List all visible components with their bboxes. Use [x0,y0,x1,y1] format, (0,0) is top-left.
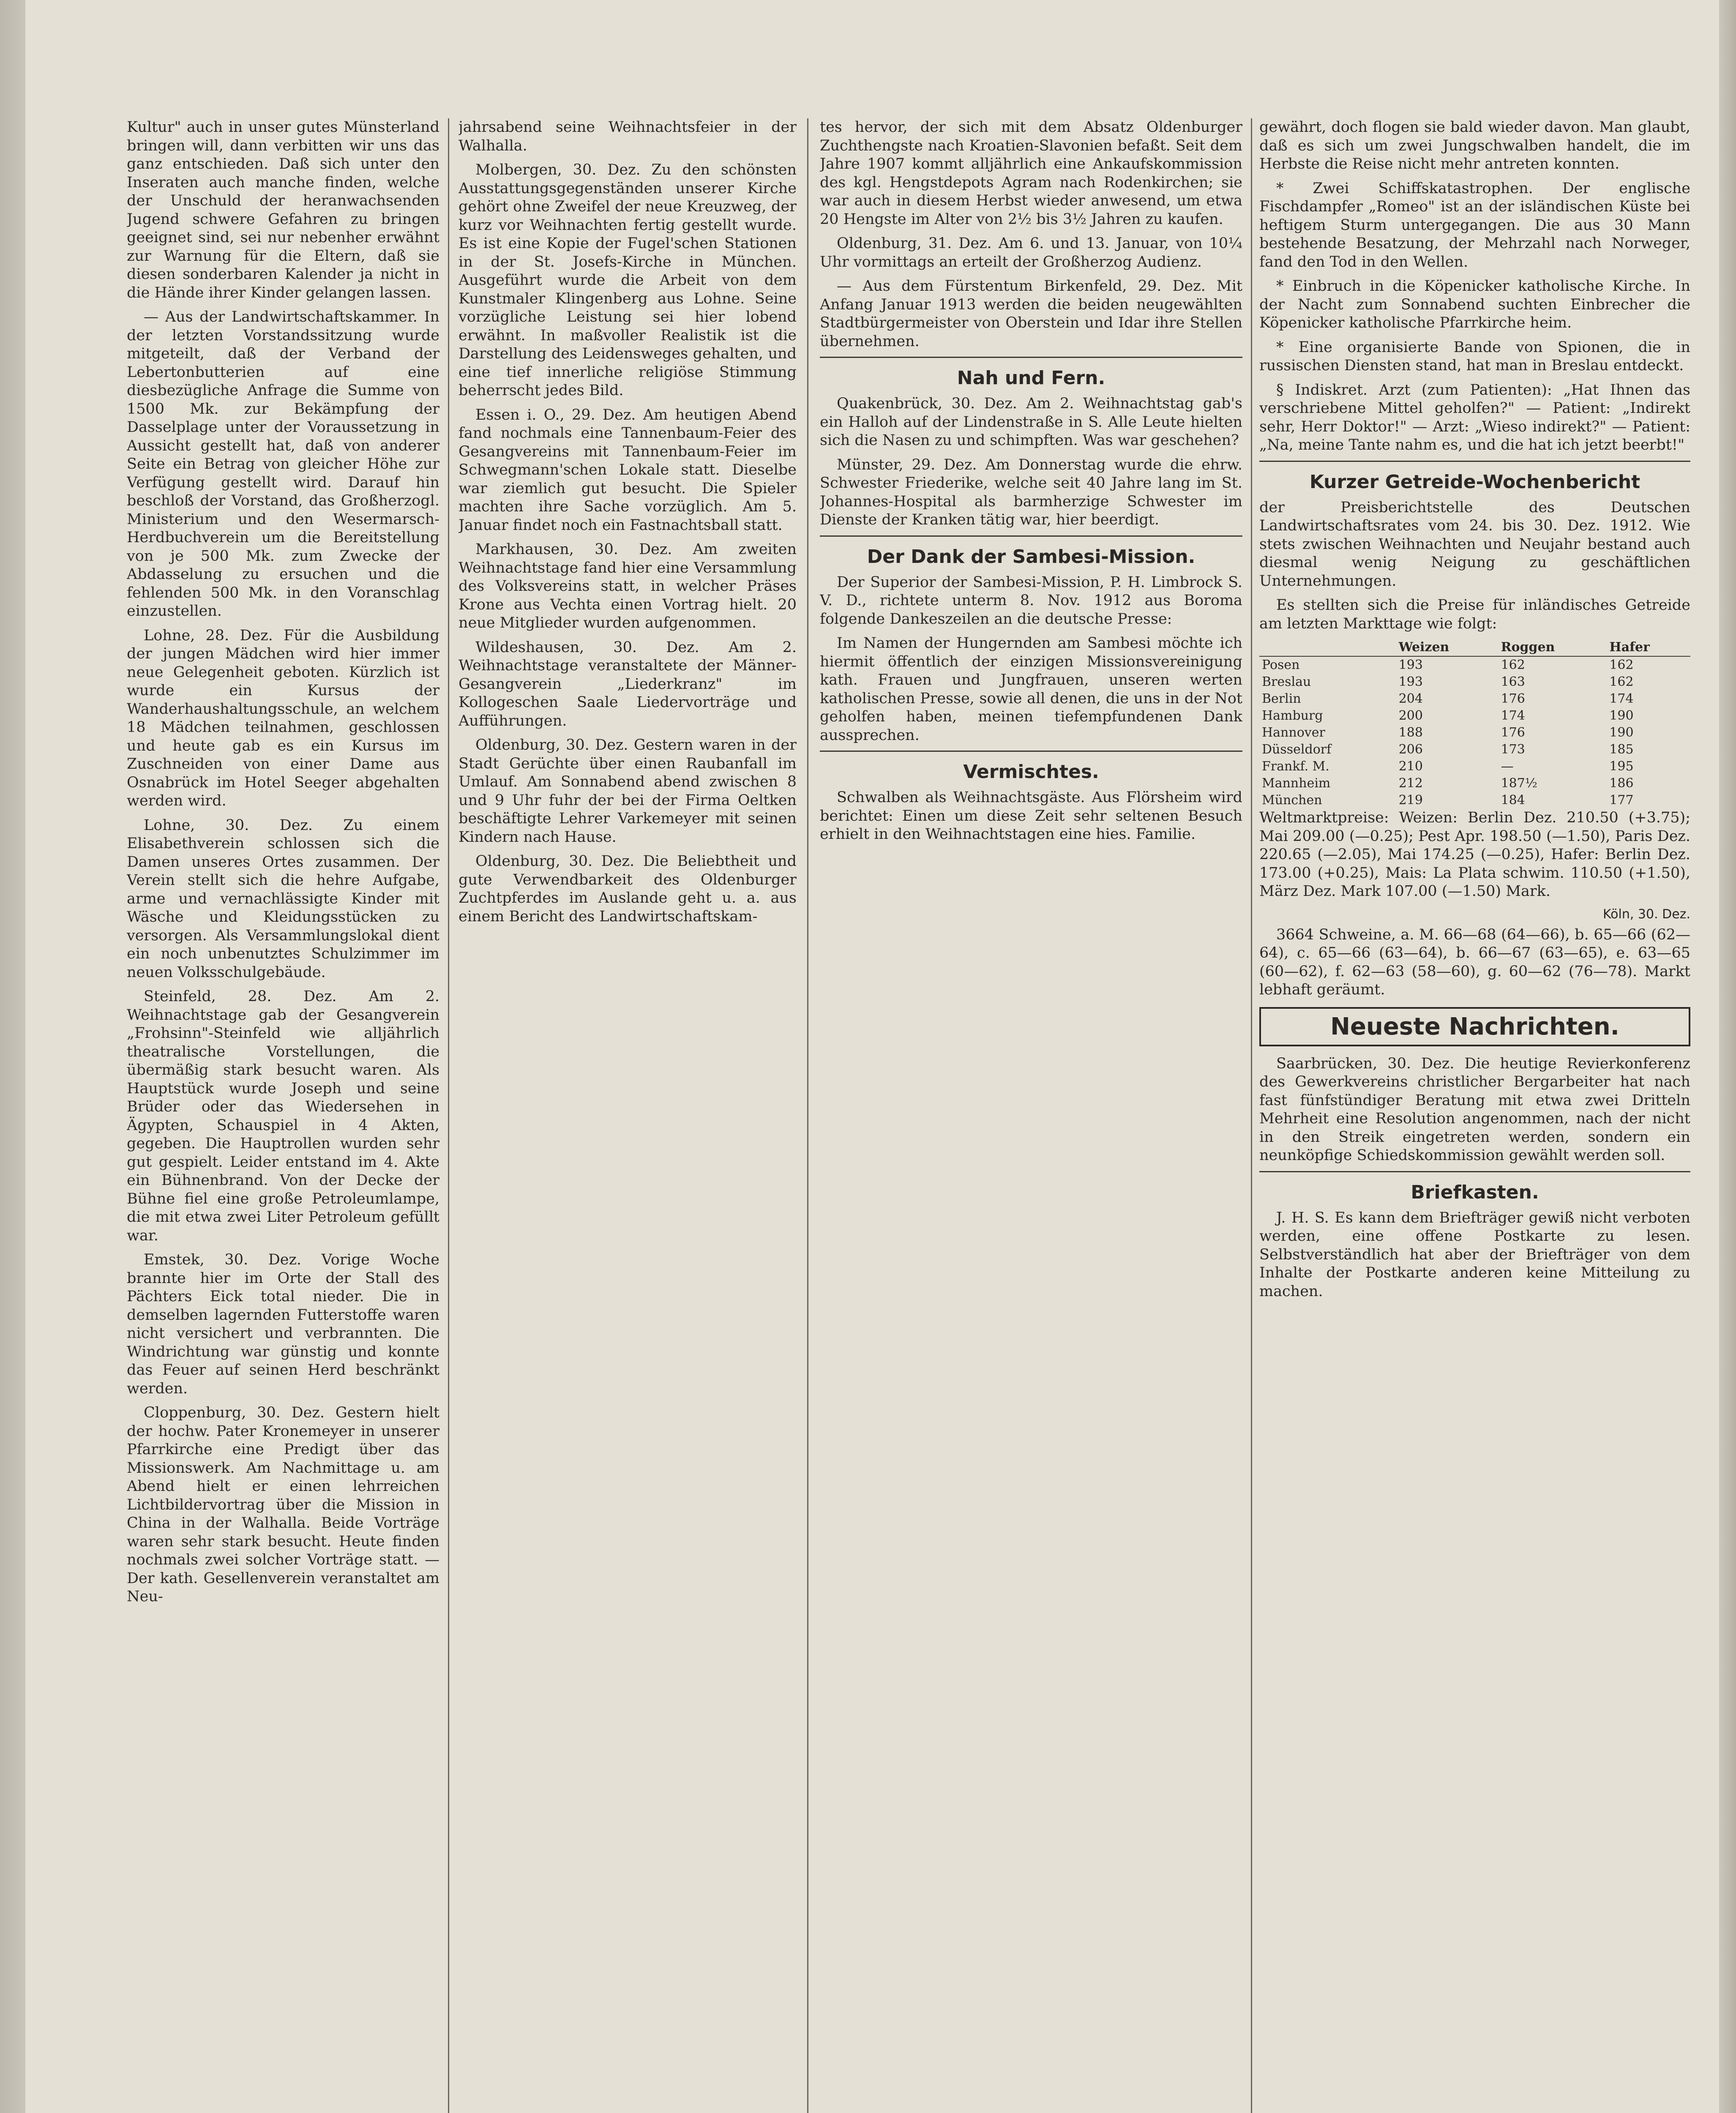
column-1 [127,118,439,2113]
article-text: tes hervor, der sich mit dem Absatz Oldenburger Zuchthengste nach Kroatien-Slavonien befaßt. Seit dem Jahre 1907 kommt alljährlich eine Ankaufskommission des kgl. Hengstdepots Agram nach Rodenkirchen; sie war auch in diesem Herbst wieder anwesend, um etwa 20 Hengste im Alter von 2½ bis 3½ Jahren zu kaufen. [820,119,1242,228]
article-text: Lohne, 30. Dez. Zu einem Elisabethverein schlossen sich die Damen unseres Ortes zusammen. Der Verein stellt sich die hehre Aufgabe, arme und vernachlässigte Kinder mit Wäsche und Kleidungsstücken zu versorgen. Als Versammlungslokal dient ein noch unbenutztes Schulzimmer im neuen Volksschulgebäude. [127,816,439,981]
table-cell: 195 [1609,759,1634,774]
table-cell: Mannheim [1262,776,1331,791]
column-rule [1251,118,1252,2113]
table-cell: 177 [1609,793,1634,808]
article-text: Essen i. O., 29. Dez. Am heutigen Abend fand nochmals eine Tannenbaum-Feier des Gesangvereins mit Tannenbaum-Feier im Schwegmann'schen Lokale statt. Dieselbe war ziemlich gut besucht. Die Spieler machten ihre Sache vorzüglich. Am 5. Januar findet noch ein Fastnachtsball statt. [459,406,797,534]
table-cell: 188 [1398,725,1423,740]
koeln-text: 3664 Schweine, a. M. 66—68 (64—66), b. 65—66 (62—64), c. 65—66 (63—64), b. 66—67 (63—65), e. 63—65 (60—62), f. 62—63 (58—60), g. 60—62 (76—78). Markt lebhaft geräumt. [1259,926,1690,998]
koeln-date: Köln, 30. Dez. [1602,906,1690,922]
table-cell: 185 [1609,742,1634,757]
section-heading-briefkasten: Briefkasten. [1411,1181,1539,1203]
table-cell: 176 [1501,691,1525,706]
divider [1259,461,1690,462]
article-text: § Indiskret. Arzt (zum Patienten): „Hat Ihnen das verschriebene Mittel geholfen?" — Patient: „Indirekt sehr, Herr Doktor!" — Arzt: „Wieso indirekt?" — Patient: „Na, meine Tante nahm es, und die hat ich jetzt beerbt!" [1259,381,1690,453]
article-text: Steinfeld, 28. Dez. Am 2. Weihnachtstage gab der Gesangverein „Frohsinn"-Steinfeld wie alljährlich theatralische Vorstellungen, die übermäßig stark besucht waren. Als Hauptstück wurde Joseph und seine Brüder oder das Wiedersehen in Ägypten, Schauspiel in 4 Akten, gegeben. Die Hauptrollen wurden sehr gut gespielt. Leider entstand im 4. Akte ein Bühnenbrand. Von der Decke der Bühne fiel eine große Petroleumlampe, die mit etwa zwei Liter Petroleum gefüllt war. [127,988,439,1244]
table-cell: 206 [1398,742,1423,757]
table-row [1259,691,1690,707]
page-edge-right [1719,0,1736,2113]
article-text: * Einbruch in die Köpenicker katholische Kirche. In der Nacht zum Sonnabend suchten Einbrecher die Köpenicker katholische Pfarrkirche heim. [1259,278,1690,331]
table-header-row [1259,639,1690,656]
article-text: Quakenbrück, 30. Dez. Am 2. Weihnachtstag gab's ein Halloh auf der Lindenstraße in S. Alle Leute hielten sich die Nasen zu und schimpften. Was war geschehen? [820,395,1242,449]
grain-caption: Es stellten sich die Preise für inländisches Getreide am letzten Markttage wie folgt: [1259,597,1690,632]
article-text: Saarbrücken, 30. Dez. Die heutige Revierkonferenz des Gewerkvereins christlicher Bergarbeiter hat nach fast fünfstündiger Beratung mit etwa zwei Dritteln Mehrheit eine Resolution angenommen, nach der nicht in den Streik eingetreten werden, sondern ein neunköpfige Schiedskommission gewählt werden soll. [1259,1055,1690,1164]
table-cell: 190 [1609,725,1634,740]
section-heading-neueste: Neueste Nachrichten. [1259,1007,1690,1046]
article-text: Lohne, 28. Dez. Für die Ausbildung der jungen Mädchen wird hier immer neue Gelegenheit geboten. Kürzlich ist wurde ein Kursus der Wanderhaushaltungsschule, an welchem 18 Mädchen teilnahmen, geschlossen und heute gab es ein Kursus im Zuschneiden von einer Dame aus Osnabrück im Hotel Seeger abgehalten werden wird. [127,627,439,809]
table-cell: Hamburg [1262,708,1323,723]
table-cell: 162 [1609,658,1634,672]
table-row [1259,775,1690,792]
table-header: Hafer [1607,639,1690,656]
column-rule [448,118,449,2113]
article-text: Oldenburg, 30. Dez. Die Beliebtheit und gute Verwendbarkeit des Oldenburger Zuchtpferdes im Auslande geht u. a. aus einem Bericht des Landwirtschaftskam- [459,853,797,925]
divider [1259,1171,1690,1172]
table-cell: 173 [1501,742,1525,757]
table-cell: 212 [1398,776,1423,791]
article-text: Oldenburg, 31. Dez. Am 6. und 13. Januar, von 10¼ Uhr vormittags an erteilt der Großherzog Audienz. [820,235,1242,270]
article-text: gewährt, doch flogen sie bald wieder davon. Man glaubt, daß es sich um zwei Jungschwalben handelt, die im Herbste die Reise nicht mehr antreten konnten. [1259,119,1690,172]
table-cell: Berlin [1262,691,1301,706]
table-row [1259,741,1690,758]
article-text: Schwalben als Weihnachtsgäste. Aus Flörsheim wird berichtet: Einen um diese Zeit sehr seltenen Besuch erhielt in den Weihnachtstagen eine hies. Familie. [820,789,1242,843]
table-cell: München [1262,793,1322,808]
article-text: der Preisberichtstelle des Deutschen Landwirtschaftsrates vom 24. bis 30. Dez. 1912. Wie stets zwischen Weihnachten und Neujahr bestand auch diesmal wenig Neigung zu geschäftlichen Unternehmungen. [1259,499,1690,590]
table-header: Roggen [1499,639,1607,656]
article-text: Der Superior der Sambesi-Mission, P. H. Limbrock S. V. D., richtete unterm 8. Nov. 1912 aus Boroma folgende Dankeszeilen an die deutsche Presse: [820,573,1242,628]
table-row [1259,707,1690,724]
table-cell: 174 [1609,691,1634,706]
article-text: Molbergen, 30. Dez. Zu den schönsten Ausstattungsgegenständen unserer Kirche gehört ohne Zweifel der neue Kreuzweg, der kurz vor Weihnachten fertig gestellt wurde. Es ist eine Kopie der Fugel'schen Stationen in der St. Josefs-Kirche in München. Ausgeführt wurde die Arbeit von dem Kunstmaler Klingenberg aus Lohne. Seine vorzügliche Leistung sei hier lobend erwähnt. In maßvoller Realistik ist die Darstellung des Leidensweges gehalten, und eine tief innerliche religiöse Stimmung beherrscht jedes Bild. [459,161,797,399]
article-text: * Eine organisierte Bande von Spionen, die in russischen Diensten stand, hat man in Breslau entdeckt. [1259,339,1690,374]
divider [820,751,1242,752]
table-cell: 210 [1398,759,1423,774]
table-cell: 200 [1398,708,1423,723]
table-cell: 163 [1501,674,1525,689]
article-text: Cloppenburg, 30. Dez. Gestern hielt der hochw. Pater Kronemeyer in unserer Pfarrkirche eine Predigt über das Missionswerk. Am Nachmittage u. am Abend hielt er einen lehrreichen Lichtbildervortrag über die Mission in China in der Walhalla. Beide Vorträge waren sehr stark besucht. Heute finden nochmals zwei solcher Vorträge statt. — Der kath. Gesellenverein veranstaltet am Neu- [127,1404,439,1605]
table-cell: Posen [1262,658,1300,672]
article-text: * Zwei Schiffskatastrophen. Der englische Fischdampfer „Romeo" ist an der isländischen Küste bei heftigem Sturm untergegangen. Die aus 30 Mann bestehende Besatzung, der Mehrzahl nach Norweger, fand den Tod in den Wellen. [1259,180,1690,270]
article-text: — Aus dem Fürstentum Birkenfeld, 29. Dez. Mit Anfang Januar 1913 werden die beiden neugewählten Stadtbürgermeister von Oberstein und Idar ihre Stellen übernehmen. [820,278,1242,350]
article-text: Oldenburg, 30. Dez. Gestern waren in der Stadt Gerüchte über einen Raubanfall im Umlauf. Am Sonnabend abend zwischen 8 und 9 Uhr fuhr der bei der Firma Oeltken beschäftigte Lehrer Varkemeyer mit seinen Kindern nach Hause. [459,737,797,846]
table-row [1259,724,1690,741]
article-text: jahrsabend seine Weihnachtsfeier in der Walhalla. [459,119,797,154]
article-text: J. H. S. Es kann dem Briefträger gewiß nicht verboten werden, eine offene Postkarte zu lesen. Selbstverständlich hat aber der Briefträger von dem Inhalte der Postkarte anderen keine Mitteilung zu machen. [1259,1209,1690,1300]
table-cell: 193 [1398,674,1423,689]
divider [820,535,1242,537]
table-row [1259,674,1690,691]
article-text: Markhausen, 30. Dez. Am zweiten Weihnachtstage fand hier eine Versammlung des Volksvereins statt, in welcher Präses Krone aus Vechta einen Vortrag hielt. 20 neue Mitglieder wurden aufgenommen. [459,541,797,631]
table-cell: 190 [1609,708,1634,723]
table-cell: 162 [1609,674,1634,689]
table-header [1259,639,1396,656]
table-cell: 186 [1609,776,1634,791]
article-text: Emstek, 30. Dez. Vorige Woche brannte hier im Orte der Stall des Pächters Eick total nieder. Die in demselben lagernden Futterstoffe waren nicht versichert und verbrannten. Die Windrichtung war günstig und konnte das Feuer auf seinen Herd beschränkt werden. [127,1251,439,1397]
section-heading-nah-fern: Nah und Fern. [957,367,1105,389]
divider [820,357,1242,358]
table-cell: — [1501,759,1514,774]
table-header: Weizen [1396,639,1499,656]
article-text: Im Namen der Hungernden am Sambesi möchte ich hiermit öffentlich der einzigen Missionsvereinigung kath. Frauen und Jungfrauen, unseren werten katholischen Presse, sowie all denen, die uns in der Not geholfen haben, meinen tiefempfundenen Dank aussprechen. [820,635,1242,744]
table-cell: Hannover [1262,725,1325,740]
column-3 [820,118,1242,2113]
section-heading-vermischtes: Vermischtes. [963,761,1099,783]
table-cell: 193 [1398,658,1423,672]
table-cell: 162 [1501,658,1525,672]
article-text: Münster, 29. Dez. Am Donnerstag wurde die ehrw. Schwester Friederike, welche seit 40 Jahre lang im St. Johannes-Hospital als barmherzige Schwester im Dienste der Kranken tätig war, hier beerdigt. [820,456,1242,528]
table-cell: Düsseldorf [1262,742,1332,757]
column-4 [1259,118,1690,2113]
section-heading-getreide: Kurzer Getreide-Wochenbericht [1309,471,1640,493]
table-cell: 187½ [1501,776,1537,791]
table-cell: 174 [1501,708,1525,723]
table-cell: 184 [1501,793,1525,808]
column-2 [459,118,797,2113]
table-cell: 219 [1398,793,1423,808]
table-row [1259,656,1690,674]
table-cell: 204 [1398,691,1423,706]
article-text: Kultur" auch in unser gutes Münsterland bringen will, dann verbitten wir uns das ganz entschieden. Daß sich unter den Inseraten auch manche finden, welche der Unschuld der heranwachsenden Jugend schwere Gefahren zu bringen geeignet sind, sei nur nebenher erwähnt zur Warnung für die Eltern, daß sie diesen sonderbaren Kalender ja nicht in die Hände ihrer Kinder gelangen lassen. [127,119,439,301]
table-cell: Frankf. M. [1262,759,1329,774]
column-rule [807,118,808,2113]
article-text: Wildeshausen, 30. Dez. Am 2. Weihnachtstage veranstaltete der Männer-Gesangverein „Liederkranz" im Kollogeschen Saale Liedervorträge und Aufführungen. [459,639,797,729]
table-row [1259,758,1690,775]
article-text: — Aus der Landwirtschaftskammer. In der letzten Vorstandssitzung wurde mitgeteilt, daß der Verband der Lebertonbutterien auf eine diesbezügliche Anfrage die Summe von 1500 Mk. zur Bekämpfung der Dasselplage unter der Voraussetzung in Aussicht gestellt hat, daß von anderer Seite ein Betrag von gleicher Höhe zur Verfügung gestellt wird. Darauf hin beschloß der Vorstand, das Großherzogl. Ministerium und den Wesermarsch-Herdbuchverein um die Bereitstellung von je 500 Mk. zum Zwecke der Abdasselung zu ersuchen und die fehlenden 500 Mk. in den Voranschlag einzustellen. [127,308,439,620]
table-cell: 176 [1501,725,1525,740]
table-row [1259,792,1690,809]
weltmarkt-text: Weltmarktpreise: Weizen: Berlin Dez. 210.50 (+3.75); Mai 209.00 (—0.25); Pest Apr. 198.50 (—1.50), Paris Dez. 220.65 (—2.05), Mai 174.25 (—0.25), Hafer: Berlin Dez. 173.00 (+0.25), Mais: La Plata schwim. 110.50 (+1.50), März Dez. Mark 107.00 (—1.50) Mark. [1259,809,1690,900]
grain-price-table [1259,639,1690,809]
section-heading-sambesi: Der Dank der Sambesi-Mission. [867,546,1196,568]
table-cell: Breslau [1262,674,1311,689]
